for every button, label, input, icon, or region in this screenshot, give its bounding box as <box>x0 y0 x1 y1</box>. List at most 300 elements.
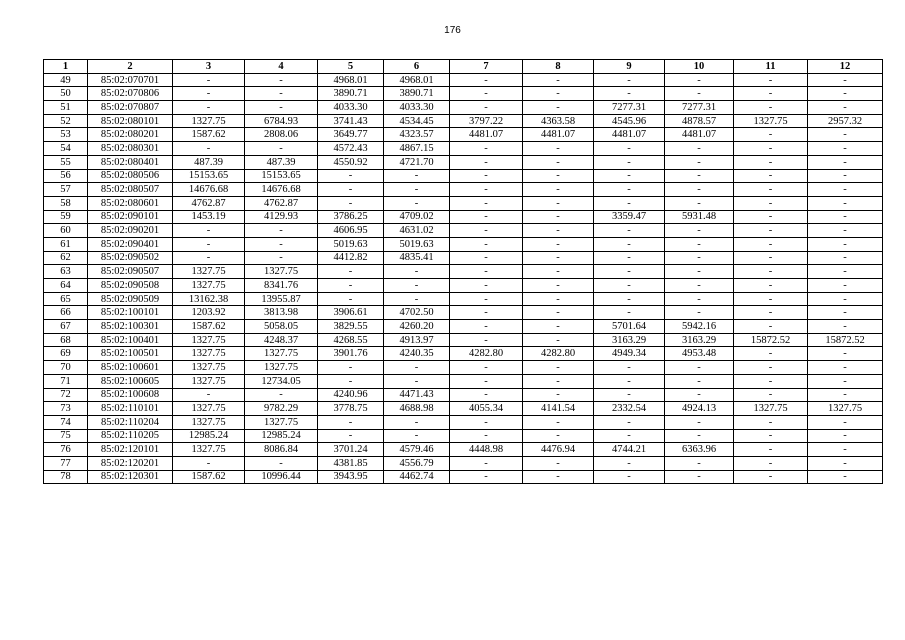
table-cell: - <box>450 456 523 470</box>
table-cell: 85:02:120101 <box>88 443 173 457</box>
table-row <box>44 87 883 101</box>
table-cell: - <box>450 361 523 375</box>
table-row <box>44 402 883 416</box>
table-cell: - <box>523 265 594 279</box>
table-cell: - <box>523 388 594 402</box>
table-cell: - <box>384 374 450 388</box>
table-cell: 4579.46 <box>384 443 450 457</box>
table-cell: 4534.45 <box>384 114 450 128</box>
table-cell: 60 <box>44 224 88 238</box>
table-cell: - <box>808 388 883 402</box>
table-cell: 70 <box>44 361 88 375</box>
table-cell: - <box>450 251 523 265</box>
table-cell: - <box>594 456 665 470</box>
table-cell: - <box>450 333 523 347</box>
table-cell: 487.39 <box>173 155 245 169</box>
table-cell: - <box>808 415 883 429</box>
table-cell: - <box>245 237 318 251</box>
table-cell: 85:02:100605 <box>88 374 173 388</box>
table-cell: - <box>665 169 734 183</box>
table-cell: - <box>665 237 734 251</box>
table-cell: - <box>665 292 734 306</box>
table-row <box>44 114 883 128</box>
table-cell: 56 <box>44 169 88 183</box>
table-cell: - <box>665 456 734 470</box>
table-cell: - <box>808 443 883 457</box>
table-cell: - <box>318 429 384 443</box>
table-cell: - <box>594 292 665 306</box>
table-cell: - <box>734 415 808 429</box>
table-cell: - <box>384 196 450 210</box>
table-cell: 4867.15 <box>384 142 450 156</box>
table-cell: - <box>734 224 808 238</box>
table-cell: 4412.82 <box>318 251 384 265</box>
table-cell: 4572.43 <box>318 142 384 156</box>
table-cell: - <box>734 183 808 197</box>
table-cell: 3943.95 <box>318 470 384 484</box>
table-cell: 2957.32 <box>808 114 883 128</box>
table-cell: 15872.52 <box>734 333 808 347</box>
table-cell: 85:02:120201 <box>88 456 173 470</box>
table-cell: 77 <box>44 456 88 470</box>
table-cell: 4462.74 <box>384 470 450 484</box>
table-cell: - <box>594 87 665 101</box>
table-cell: - <box>318 196 384 210</box>
table-cell: 12734.05 <box>245 374 318 388</box>
table-cell: 71 <box>44 374 88 388</box>
table-cell: 4481.07 <box>450 128 523 142</box>
table-cell: - <box>808 87 883 101</box>
table-cell: 1327.75 <box>173 402 245 416</box>
table-cell: - <box>594 415 665 429</box>
table-row <box>44 237 883 251</box>
table-cell: - <box>734 128 808 142</box>
column-header: 1 <box>44 60 88 74</box>
table-cell: 64 <box>44 279 88 293</box>
table-cell: - <box>523 429 594 443</box>
table-cell: 14676.68 <box>173 183 245 197</box>
table-cell: - <box>808 251 883 265</box>
table-cell: 3741.43 <box>318 114 384 128</box>
table-cell: - <box>450 429 523 443</box>
table-row <box>44 224 883 238</box>
table-cell: - <box>245 456 318 470</box>
table-cell: - <box>450 224 523 238</box>
table-cell: 3359.47 <box>594 210 665 224</box>
table-cell: 12985.24 <box>245 429 318 443</box>
table-cell: 73 <box>44 402 88 416</box>
table-cell: 4476.94 <box>523 443 594 457</box>
table-cell: 1327.75 <box>173 279 245 293</box>
table-cell: 3901.76 <box>318 347 384 361</box>
table-cell: 4709.02 <box>384 210 450 224</box>
table-cell: - <box>734 73 808 87</box>
table-cell: - <box>523 361 594 375</box>
table-cell: 1327.75 <box>734 402 808 416</box>
table-cell: 4924.13 <box>665 402 734 416</box>
table-cell: 4055.34 <box>450 402 523 416</box>
table-cell: 4878.57 <box>665 114 734 128</box>
table-cell: - <box>523 292 594 306</box>
column-header: 9 <box>594 60 665 74</box>
table-cell: - <box>318 265 384 279</box>
table-cell: - <box>173 73 245 87</box>
table-cell: - <box>245 224 318 238</box>
table-cell: 65 <box>44 292 88 306</box>
table-cell: 1327.75 <box>173 415 245 429</box>
column-header: 4 <box>245 60 318 74</box>
column-header: 10 <box>665 60 734 74</box>
table-cell: - <box>808 73 883 87</box>
table-cell: - <box>665 251 734 265</box>
table-cell: 59 <box>44 210 88 224</box>
table-cell: - <box>523 101 594 115</box>
table-row <box>44 196 883 210</box>
table-cell: - <box>594 429 665 443</box>
table-cell: - <box>450 210 523 224</box>
table-cell: 4721.70 <box>384 155 450 169</box>
table-cell: 4033.30 <box>384 101 450 115</box>
table-cell: - <box>734 292 808 306</box>
table-cell: 3778.75 <box>318 402 384 416</box>
table-cell: - <box>450 279 523 293</box>
table-cell: 4953.48 <box>665 347 734 361</box>
table-cell: 1327.75 <box>173 265 245 279</box>
table-row <box>44 265 883 279</box>
table-cell: - <box>450 415 523 429</box>
table-cell: - <box>665 470 734 484</box>
table-cell: 85:02:090401 <box>88 237 173 251</box>
table-cell: 4968.01 <box>384 73 450 87</box>
table-row <box>44 347 883 361</box>
table-cell: - <box>665 306 734 320</box>
table-row <box>44 306 883 320</box>
column-header: 3 <box>173 60 245 74</box>
table-row <box>44 292 883 306</box>
table-cell: - <box>450 237 523 251</box>
table-cell: - <box>523 415 594 429</box>
table-cell: - <box>808 224 883 238</box>
table-cell: 4949.34 <box>594 347 665 361</box>
table-cell: 3797.22 <box>450 114 523 128</box>
table-cell: 4260.20 <box>384 320 450 334</box>
table-cell: - <box>523 87 594 101</box>
table-cell: 1327.75 <box>245 415 318 429</box>
table-cell: 85:02:080506 <box>88 169 173 183</box>
table-cell: 5942.16 <box>665 320 734 334</box>
table-cell: - <box>594 155 665 169</box>
column-header: 2 <box>88 60 173 74</box>
table-cell: 4323.57 <box>384 128 450 142</box>
table-cell: 4248.37 <box>245 333 318 347</box>
table-cell: - <box>318 374 384 388</box>
table-cell: - <box>245 251 318 265</box>
table-cell: - <box>450 306 523 320</box>
table-cell: 85:02:110205 <box>88 429 173 443</box>
table-cell: - <box>173 388 245 402</box>
table-cell: - <box>450 87 523 101</box>
table-cell: 61 <box>44 237 88 251</box>
table-cell: - <box>665 429 734 443</box>
table-cell: 1327.75 <box>173 333 245 347</box>
table-cell: - <box>594 374 665 388</box>
table-cell: - <box>734 142 808 156</box>
table-cell: - <box>808 361 883 375</box>
table-cell: 4268.55 <box>318 333 384 347</box>
table-cell: 1327.75 <box>245 347 318 361</box>
table-row <box>44 251 883 265</box>
table-cell: 62 <box>44 251 88 265</box>
table-cell: 4631.02 <box>384 224 450 238</box>
table-cell: 85:02:090101 <box>88 210 173 224</box>
table-cell: 85:02:110204 <box>88 415 173 429</box>
table-cell: - <box>384 279 450 293</box>
table-cell: 5931.48 <box>665 210 734 224</box>
table-row <box>44 169 883 183</box>
table-cell: 68 <box>44 333 88 347</box>
column-header: 11 <box>734 60 808 74</box>
table-cell: - <box>594 279 665 293</box>
table-cell: 4282.80 <box>450 347 523 361</box>
table-cell: 85:02:120301 <box>88 470 173 484</box>
table-row <box>44 429 883 443</box>
table-cell: 8341.76 <box>245 279 318 293</box>
table-cell: 85:02:090507 <box>88 265 173 279</box>
table-row <box>44 155 883 169</box>
table-cell: 72 <box>44 388 88 402</box>
table-cell: 85:02:100608 <box>88 388 173 402</box>
table-cell: - <box>734 237 808 251</box>
table-cell: - <box>665 183 734 197</box>
table-cell: - <box>734 470 808 484</box>
table-cell: 57 <box>44 183 88 197</box>
table-cell: - <box>808 169 883 183</box>
table-cell: - <box>245 87 318 101</box>
table-cell: - <box>523 279 594 293</box>
table-cell: - <box>734 279 808 293</box>
table-cell: - <box>665 224 734 238</box>
table-cell: 15872.52 <box>808 333 883 347</box>
table-cell: 85:02:100501 <box>88 347 173 361</box>
table-cell: 85:02:100101 <box>88 306 173 320</box>
table-cell: 85:02:100401 <box>88 333 173 347</box>
table-cell: - <box>594 183 665 197</box>
table-cell: - <box>808 183 883 197</box>
table-cell: - <box>665 361 734 375</box>
table-cell: 85:02:070806 <box>88 87 173 101</box>
table-cell: - <box>594 388 665 402</box>
table-cell: - <box>173 142 245 156</box>
table-cell: 3786.25 <box>318 210 384 224</box>
table-cell: - <box>450 73 523 87</box>
table-cell: - <box>450 101 523 115</box>
table-cell: - <box>808 279 883 293</box>
table-cell: 4762.87 <box>173 196 245 210</box>
table-cell: - <box>734 101 808 115</box>
table-cell: 4033.30 <box>318 101 384 115</box>
table-cell: - <box>384 415 450 429</box>
table-cell: 1587.62 <box>173 320 245 334</box>
table-cell: - <box>173 237 245 251</box>
column-header: 6 <box>384 60 450 74</box>
table-cell: 3701.24 <box>318 443 384 457</box>
table-cell: 4240.96 <box>318 388 384 402</box>
table-cell: - <box>450 142 523 156</box>
table-cell: 8086.84 <box>245 443 318 457</box>
table-cell: - <box>734 374 808 388</box>
table-cell: - <box>384 183 450 197</box>
table-cell: - <box>450 196 523 210</box>
table-cell: 85:02:110101 <box>88 402 173 416</box>
table-cell: - <box>734 388 808 402</box>
table-cell: 69 <box>44 347 88 361</box>
table-cell: - <box>523 237 594 251</box>
table-cell: - <box>734 306 808 320</box>
table-cell: - <box>808 210 883 224</box>
table-cell: 1453.19 <box>173 210 245 224</box>
table-cell: 85:02:100601 <box>88 361 173 375</box>
table-cell: 85:02:070701 <box>88 73 173 87</box>
table-cell: 67 <box>44 320 88 334</box>
table-cell: - <box>523 210 594 224</box>
table-cell: - <box>808 292 883 306</box>
table-cell: - <box>384 292 450 306</box>
table-cell: 3890.71 <box>318 87 384 101</box>
table-cell: - <box>245 142 318 156</box>
table-cell: 6784.93 <box>245 114 318 128</box>
table-cell: 14676.68 <box>245 183 318 197</box>
table-row <box>44 210 883 224</box>
table-cell: 76 <box>44 443 88 457</box>
table-cell: 3829.55 <box>318 320 384 334</box>
table-row <box>44 443 883 457</box>
table-cell: 3163.29 <box>594 333 665 347</box>
table-cell: - <box>808 155 883 169</box>
table-cell: 4448.98 <box>450 443 523 457</box>
table-cell: - <box>808 429 883 443</box>
table-cell: 1327.75 <box>808 402 883 416</box>
table-cell: - <box>523 183 594 197</box>
table-cell: - <box>450 374 523 388</box>
table-cell: - <box>734 169 808 183</box>
table-cell: - <box>594 361 665 375</box>
table-cell: - <box>318 361 384 375</box>
table-cell: - <box>245 101 318 115</box>
table-cell: 49 <box>44 73 88 87</box>
table-cell: 4606.95 <box>318 224 384 238</box>
table-cell: 5058.05 <box>245 320 318 334</box>
table-cell: - <box>734 210 808 224</box>
table-cell: - <box>523 73 594 87</box>
table-cell: 85:02:080301 <box>88 142 173 156</box>
table-row <box>44 142 883 156</box>
table-cell: 1587.62 <box>173 470 245 484</box>
table-cell: - <box>808 142 883 156</box>
table-header-row <box>44 60 883 74</box>
table-cell: 4363.58 <box>523 114 594 128</box>
table-cell: 4481.07 <box>594 128 665 142</box>
table-cell: - <box>665 87 734 101</box>
table-cell: 4968.01 <box>318 73 384 87</box>
table-row <box>44 470 883 484</box>
table-row <box>44 101 883 115</box>
table-cell: 9782.29 <box>245 402 318 416</box>
table-cell: 2332.54 <box>594 402 665 416</box>
table-row <box>44 279 883 293</box>
table-cell: 3906.61 <box>318 306 384 320</box>
table-cell: 4481.07 <box>665 128 734 142</box>
table-cell: 4545.96 <box>594 114 665 128</box>
table-cell: 85:02:070807 <box>88 101 173 115</box>
table-cell: - <box>734 265 808 279</box>
column-header: 7 <box>450 60 523 74</box>
table-cell: 4481.07 <box>523 128 594 142</box>
table-row <box>44 388 883 402</box>
table-cell: - <box>594 73 665 87</box>
table-cell: 50 <box>44 87 88 101</box>
table-cell: - <box>734 196 808 210</box>
table-cell: - <box>665 388 734 402</box>
table-cell: - <box>808 265 883 279</box>
table-cell: - <box>384 265 450 279</box>
table-cell: - <box>808 196 883 210</box>
table-cell: 4240.35 <box>384 347 450 361</box>
table-row <box>44 183 883 197</box>
table-cell: - <box>173 101 245 115</box>
table-cell: - <box>665 73 734 87</box>
column-header: 12 <box>808 60 883 74</box>
table-cell: - <box>734 429 808 443</box>
table-cell: 5701.64 <box>594 320 665 334</box>
table-cell: - <box>523 155 594 169</box>
table-cell: 85:02:080601 <box>88 196 173 210</box>
table-cell: 4835.41 <box>384 251 450 265</box>
table-cell: - <box>808 237 883 251</box>
table-cell: - <box>594 265 665 279</box>
table-cell: 63 <box>44 265 88 279</box>
table-cell: 58 <box>44 196 88 210</box>
table-cell: 4550.92 <box>318 155 384 169</box>
table-cell: - <box>523 320 594 334</box>
table-cell: - <box>450 320 523 334</box>
table-cell: 15153.65 <box>245 169 318 183</box>
table-cell: - <box>594 470 665 484</box>
table-cell: - <box>318 415 384 429</box>
table-cell: 1327.75 <box>245 265 318 279</box>
table-cell: - <box>808 101 883 115</box>
table-cell: - <box>808 347 883 361</box>
table-cell: - <box>734 87 808 101</box>
table-cell: 1203.92 <box>173 306 245 320</box>
table-cell: 51 <box>44 101 88 115</box>
table-cell: 4762.87 <box>245 196 318 210</box>
table-cell: 85:02:080101 <box>88 114 173 128</box>
table-cell: - <box>450 183 523 197</box>
table-cell: - <box>384 429 450 443</box>
table-cell: - <box>594 251 665 265</box>
table-cell: - <box>450 169 523 183</box>
table-cell: - <box>245 73 318 87</box>
table-cell: 10996.44 <box>245 470 318 484</box>
table-cell: 4702.50 <box>384 306 450 320</box>
table-cell: - <box>734 155 808 169</box>
table-cell: 1327.75 <box>245 361 318 375</box>
table-row <box>44 361 883 375</box>
table-cell: - <box>594 196 665 210</box>
table-cell: 1327.75 <box>173 374 245 388</box>
table-cell: - <box>450 470 523 484</box>
table-cell: - <box>173 224 245 238</box>
